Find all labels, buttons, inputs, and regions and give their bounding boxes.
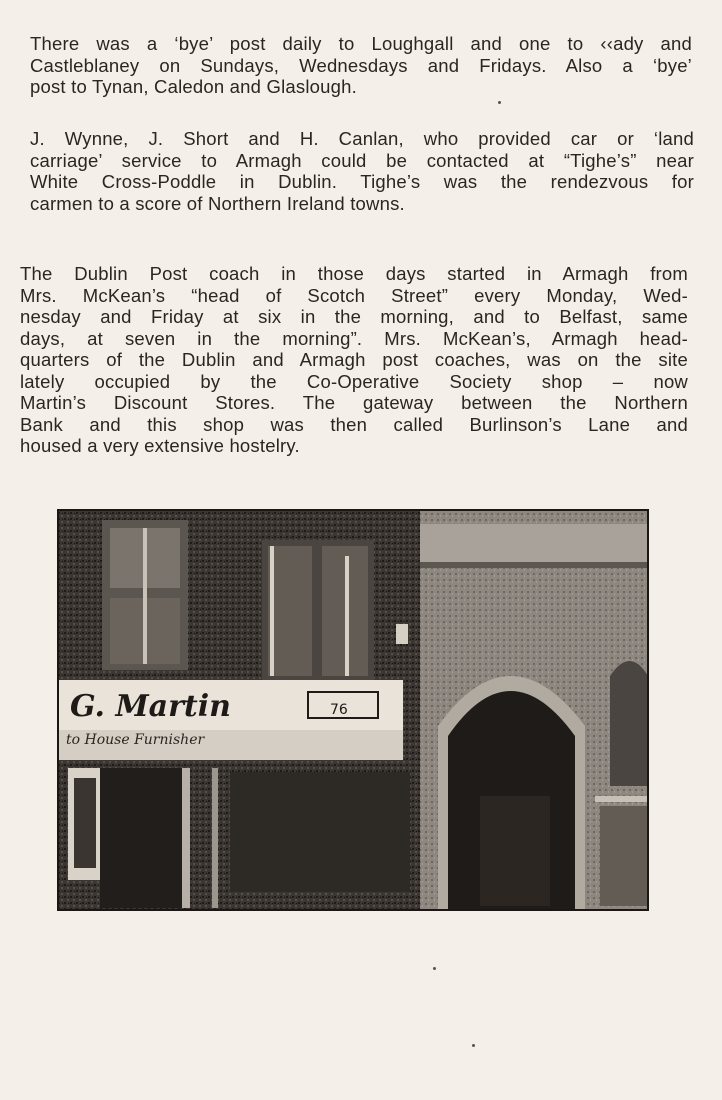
paper-speck [433, 967, 436, 970]
text-line: nesday and Friday at six in the morning, and to Belfast, same [20, 306, 688, 327]
paragraph-dublin-post-coach [20, 263, 688, 457]
text-line: carriage’ service to Armagh could be contacted at “Tighe’s” near [30, 149, 694, 171]
text-line: housed a very extensive hostelry. [20, 435, 300, 456]
text-line: White Cross-Poddle in Dublin. Tighe’s was the rendezvous for [30, 171, 694, 192]
text-line: lately occupied by the Co-Operative Society shop – now [20, 370, 688, 392]
text-line: Bank and this shop was then called Burlinson’s Lane and [20, 413, 688, 435]
text-line: post to Tynan, Caledon and Glaslough. [30, 76, 357, 97]
text-line: Martin’s Discount Stores. The gateway between the Northern [20, 392, 688, 413]
paper-speck [472, 1044, 475, 1047]
shop-subsign: to House Furnisher [66, 732, 205, 748]
text-line: Castleblaney on Sundays, Wednesdays and Fridays. Also a ‘bye’ [30, 54, 692, 76]
text-line: carmen to a score of Northern Ireland towns. [30, 192, 405, 214]
shop-sign-name: G. Martin [70, 689, 231, 724]
text-line: quarters of the Dublin and Armagh post coaches, was on the site [20, 349, 688, 370]
text-line: Mrs. McKean’s “head of Scotch Street” every Monday, Wed- [20, 284, 688, 306]
paper-speck [498, 101, 501, 104]
paragraph-bye-post [30, 33, 692, 98]
photo-martins-shop-and-archway [40, 506, 650, 911]
paragraph-land-carriage [30, 128, 694, 214]
text-line: There was a ‘bye’ post daily to Loughgall and one to ‹‹ady and [30, 33, 692, 54]
text-line: days, at seven in the morning”. Mrs. McKean’s, Armagh head- [20, 327, 688, 349]
shop-number: 76 [330, 702, 348, 718]
text-line: J. Wynne, J. Short and H. Canlan, who provided car or ‘land [30, 128, 694, 149]
text-line: The Dublin Post coach in those days started in Armagh from [20, 263, 688, 284]
